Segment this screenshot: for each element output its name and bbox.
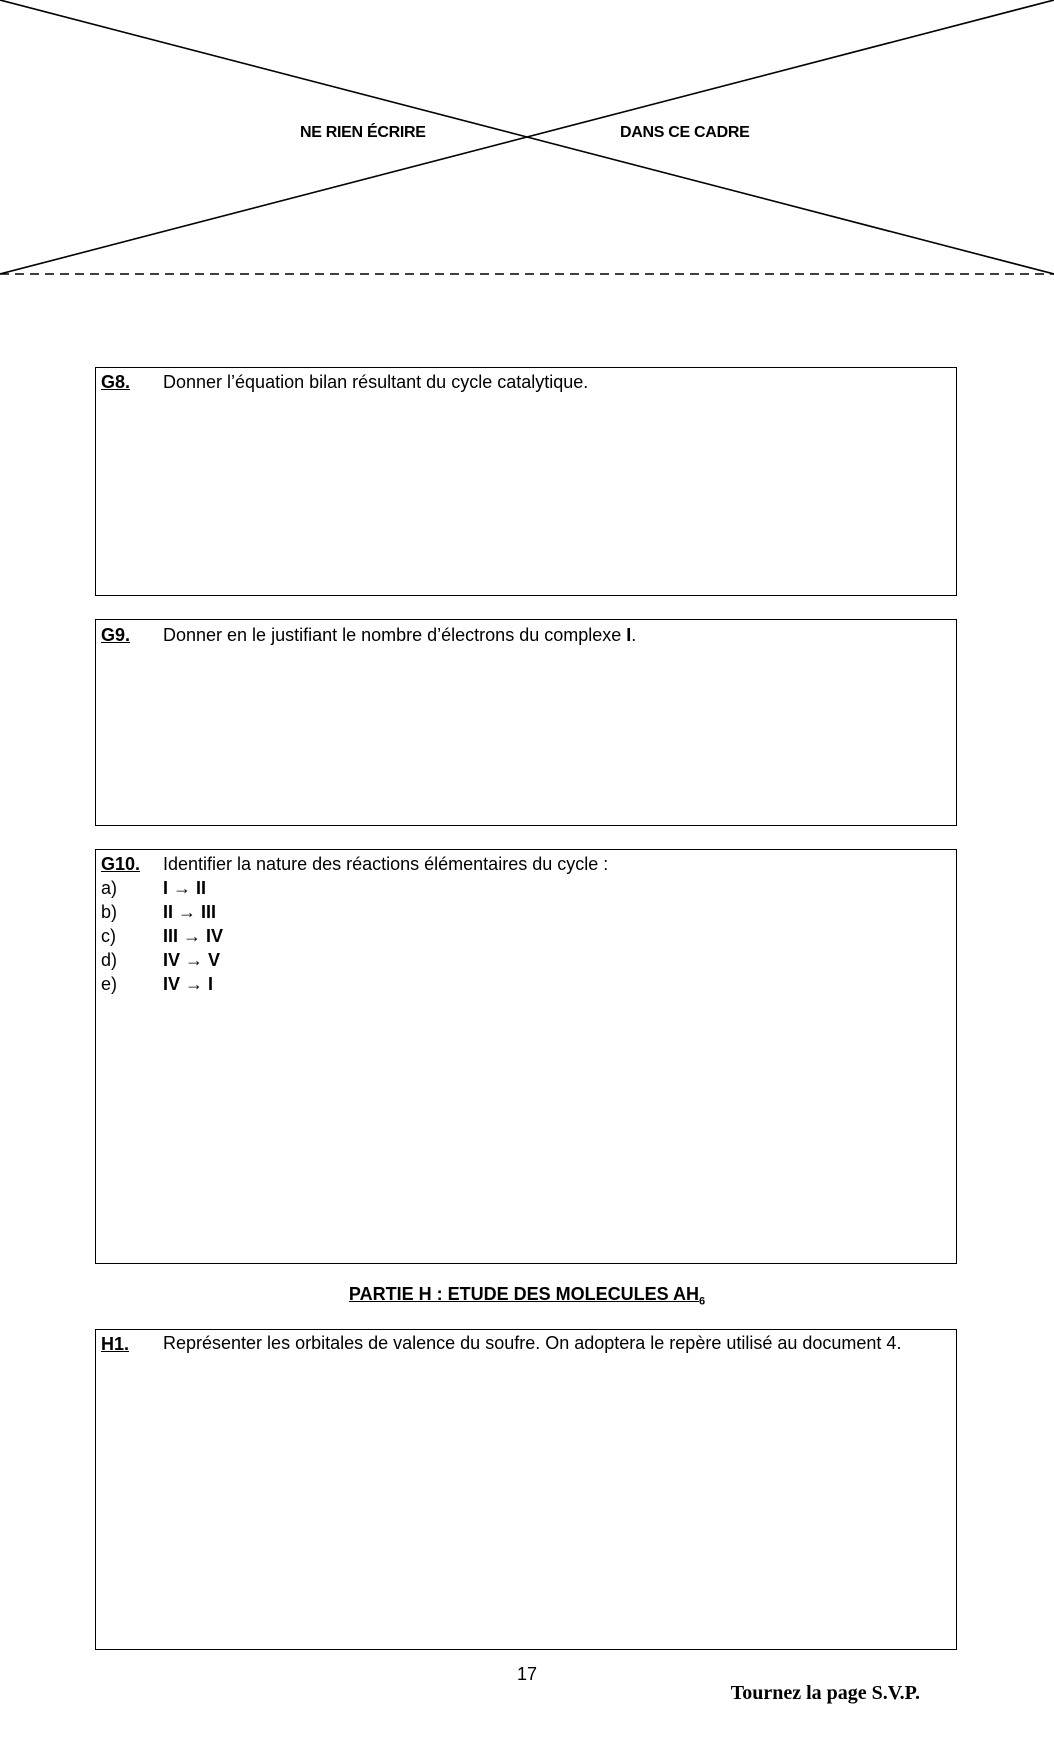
do-not-write-frame xyxy=(0,0,1054,280)
page-number: 17 xyxy=(516,1664,538,1684)
reaction-step: III → IV xyxy=(163,926,224,946)
frame-label-left: NE RIEN ÉCRIRE xyxy=(300,124,426,141)
reaction-step: I → II xyxy=(163,878,207,898)
reaction-step: II → III xyxy=(163,902,217,922)
list-item: b) II → III xyxy=(101,902,217,922)
question-text: Représenter les orbitales de valence du soufre. On adoptera le repère utilisé au document 4. xyxy=(163,1333,902,1353)
question-number: H1. xyxy=(101,1334,130,1354)
turn-page-note: Tournez la page S.V.P. xyxy=(730,1682,920,1704)
list-item: d) IV → V xyxy=(101,950,221,970)
list-item: e) IV → I xyxy=(101,974,214,994)
reaction-step: IV → V xyxy=(163,950,221,970)
section-heading-partie-h: PARTIE H : ETUDE DES MOLECULES $AH_6$ xyxy=(348,1284,706,1308)
answer-box-h1[interactable] xyxy=(95,1329,957,1650)
list-item: c) III → IV xyxy=(101,926,224,946)
frame-label-right: DANS CE CADRE xyxy=(620,124,750,141)
answer-box-g8[interactable] xyxy=(95,367,957,596)
question-number: G9. xyxy=(101,625,131,645)
complex-label: I xyxy=(626,625,632,645)
answer-box-g9[interactable] xyxy=(95,619,957,826)
list-item: a) I → II xyxy=(101,878,207,898)
question-text: Donner l’équation bilan résultant du cycle catalytique. xyxy=(163,372,589,392)
reaction-step: IV → I xyxy=(163,974,214,994)
question-number: G10. xyxy=(101,854,141,874)
question-text: Donner en le justifiant le nombre d’électrons du complexe I. xyxy=(163,625,637,645)
question-text: Identifier la nature des réactions élémentaires du cycle : xyxy=(163,854,609,874)
answer-box-g10[interactable] xyxy=(95,849,957,1264)
question-number: G8. xyxy=(101,372,131,392)
